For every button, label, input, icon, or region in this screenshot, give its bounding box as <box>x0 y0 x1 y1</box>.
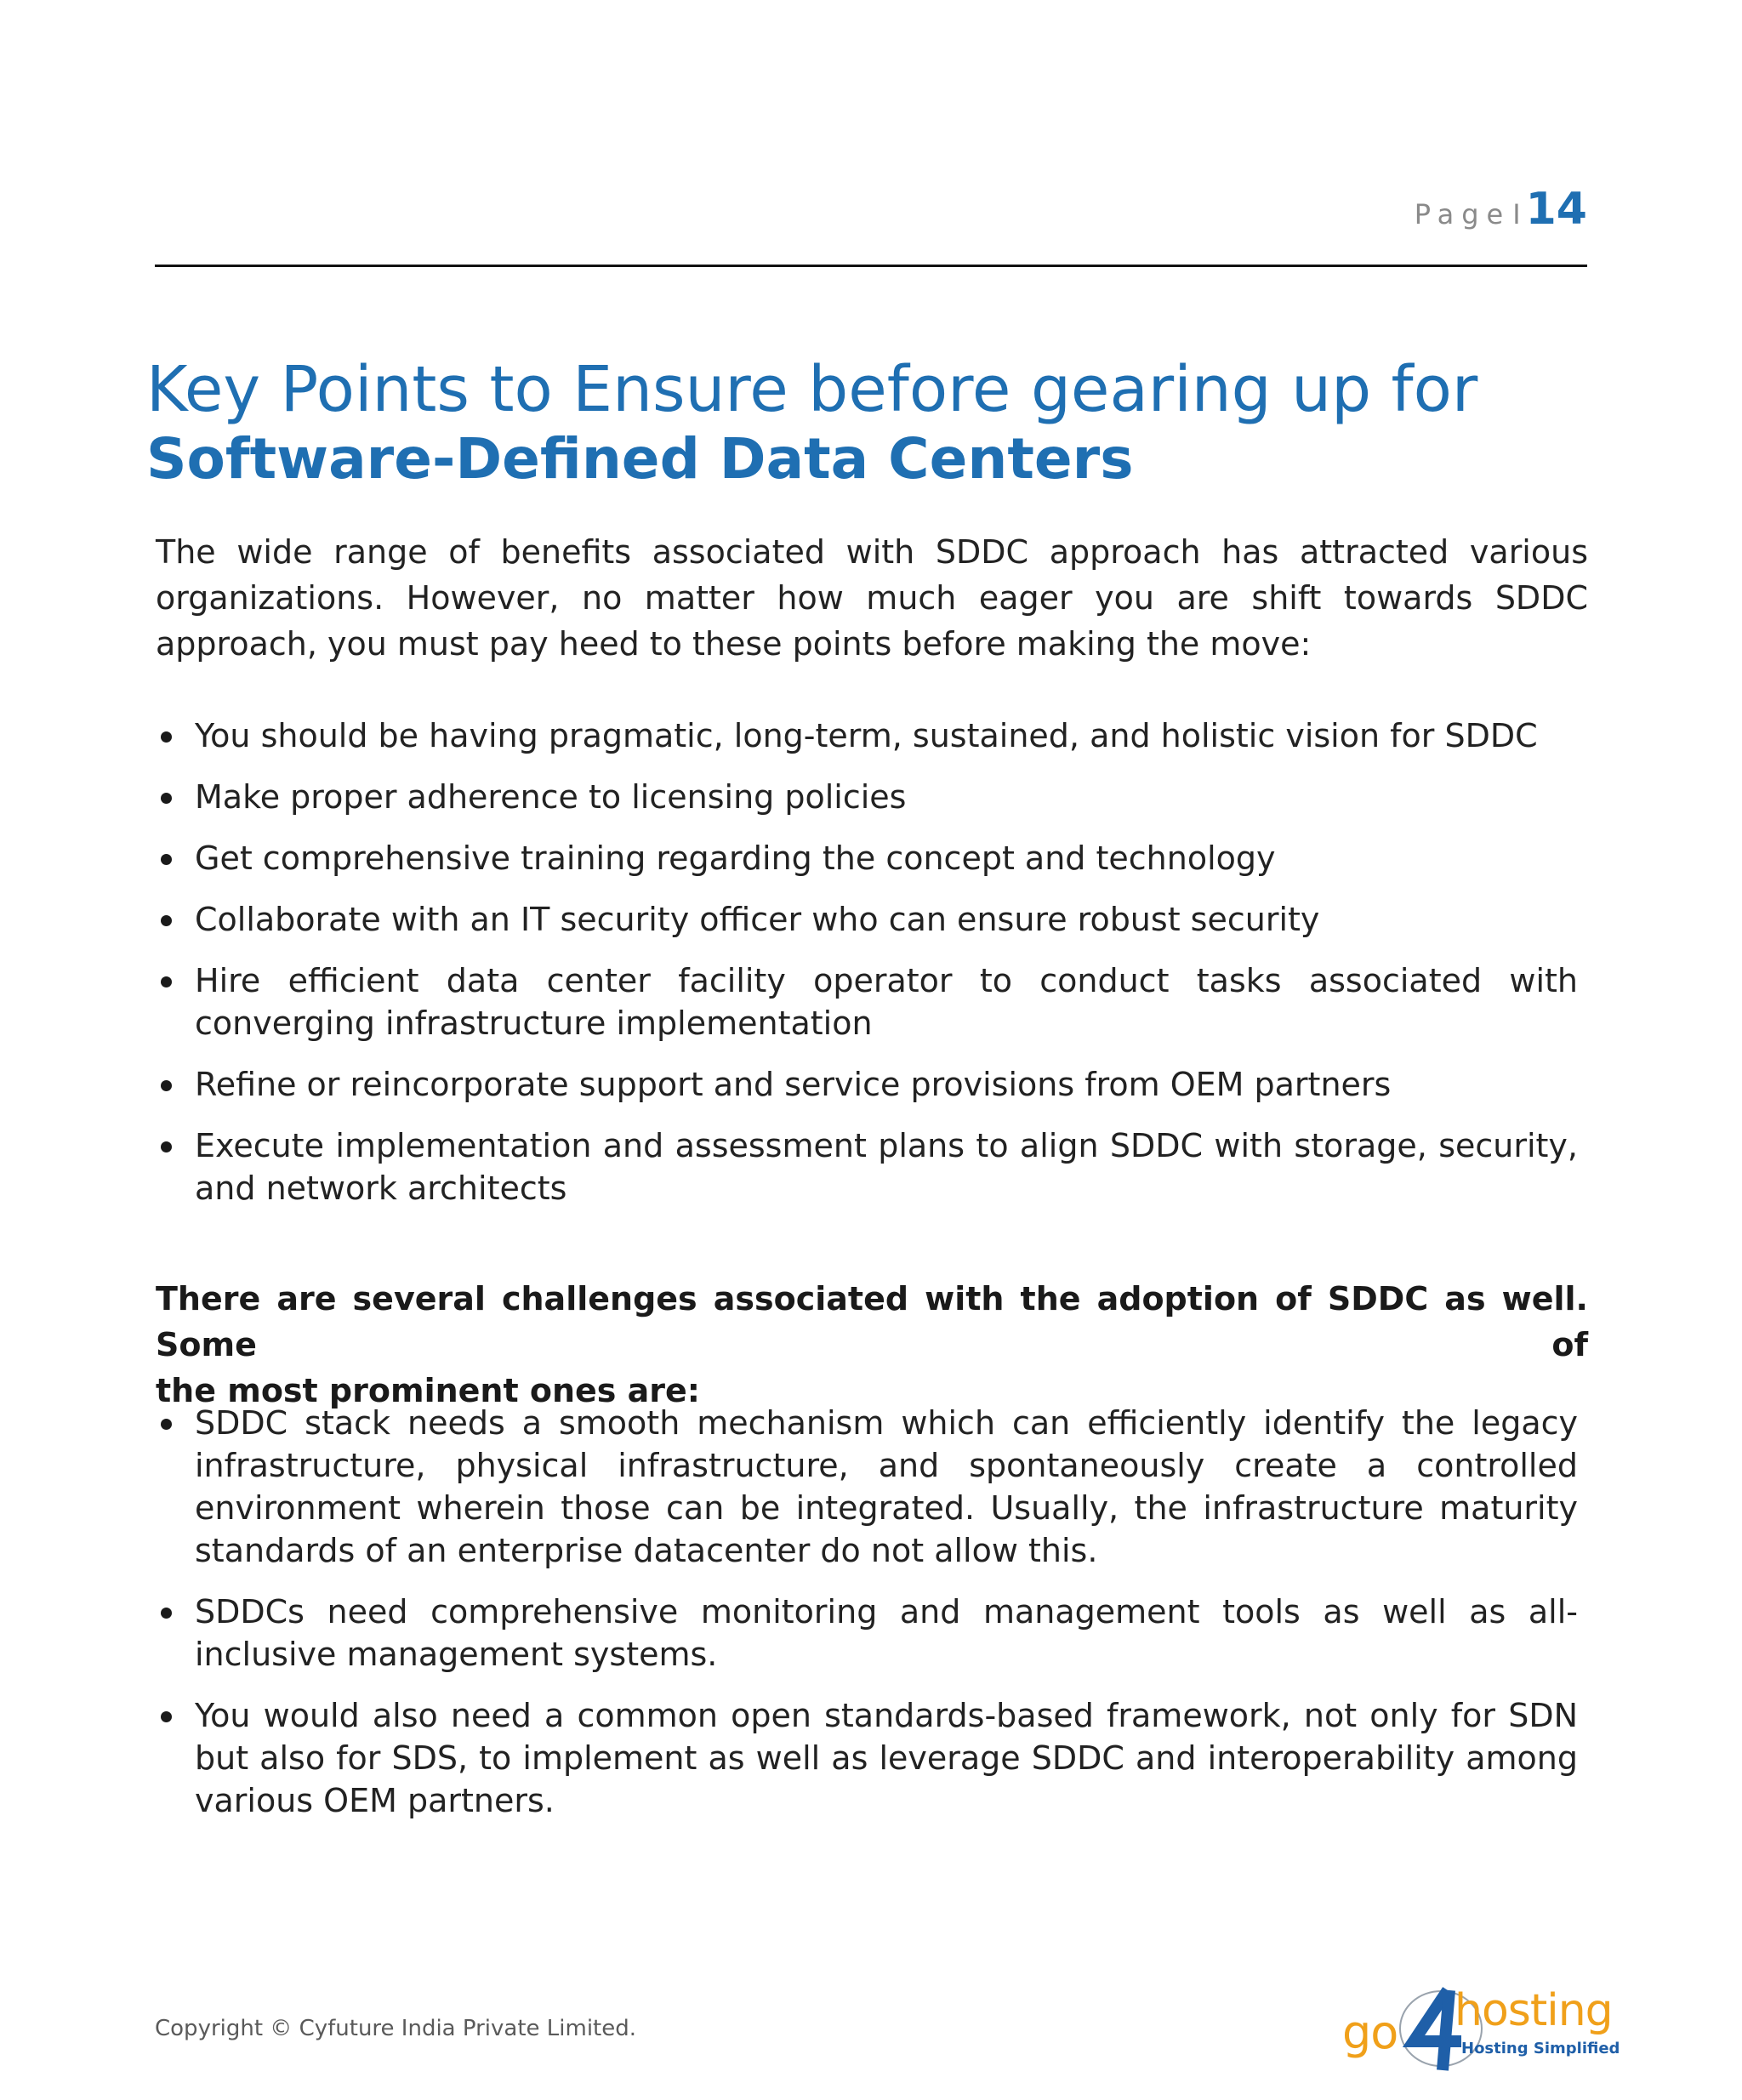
page-number: 14 <box>1525 184 1587 235</box>
list-item <box>156 1124 1578 1209</box>
list-item-text: Execute implementation and assessment plans to align SDDC with storage, security, and network architects <box>195 1127 1578 1207</box>
intro-line-2: organizations. However, no matter how much eager you are shift towards SDDC <box>156 579 1588 617</box>
intro-line-1: The wide range of benefits associated with SDDC approach has attracted various <box>156 533 1588 571</box>
list-item-text: SDDCs need comprehensive monitoring and management tools as well as all-inclusive management systems. <box>195 1593 1578 1673</box>
copyright-notice: Copyright © Cyfuture India Private Limited. <box>155 2016 636 2041</box>
list-item-text: Make proper adherence to licensing policies <box>195 778 907 816</box>
list-item <box>156 1591 1578 1676</box>
bullet-icon <box>161 1608 172 1619</box>
page-number-marker <box>1415 184 1587 235</box>
challenges-list <box>156 1402 1578 1841</box>
bullet-icon <box>161 976 172 987</box>
title-line-1: Key Points to Ensure before gearing up for <box>146 353 1478 426</box>
list-item <box>156 837 1578 879</box>
list-item <box>156 714 1578 757</box>
logo-tagline: Hosting Simplified <box>1461 2040 1620 2057</box>
page-title <box>146 354 1592 493</box>
list-item <box>156 776 1578 818</box>
key-points-list <box>156 714 1578 1228</box>
list-item <box>156 1694 1578 1822</box>
logo-go-text: go <box>1342 2006 1398 2059</box>
list-item <box>156 1402 1578 1572</box>
list-item <box>156 959 1578 1044</box>
page-separator: I <box>1512 198 1521 230</box>
bullet-icon <box>161 1141 172 1152</box>
bullet-icon <box>161 1419 172 1430</box>
go4hosting-logo <box>1342 1982 1620 2075</box>
bullet-icon <box>161 1711 172 1722</box>
title-line-2: Software-Defined Data Centers <box>146 426 1134 492</box>
list-item-text: Get comprehensive training regarding the concept and technology <box>195 839 1276 877</box>
intro-line-3: approach, you must pay heed to these points before making the move: <box>156 625 1312 663</box>
challenges-heading-line-1: There are several challenges associated with the adoption of SDDC as well. Some of <box>156 1280 1588 1363</box>
list-item-text: SDDC stack needs a smooth mechanism which can efficiently identify the legacy infrastructure, physical infrastructure, and spontaneously create a controlled environment wherein those can be integrated. Usually, the infrastructure maturity standards of an enterprise datacenter do not allow this. <box>195 1404 1578 1569</box>
list-item-text: Refine or reincorporate support and service provisions from OEM partners <box>195 1066 1392 1103</box>
intro-paragraph <box>156 529 1588 667</box>
list-item-text: Collaborate with an IT security officer who can ensure robust security <box>195 901 1320 938</box>
bullet-icon <box>161 915 172 926</box>
list-item-text: You would also need a common open standards-based framework, not only for SDN but also for SDS, to implement as well as leverage SDDC and interoperability among various OEM partners. <box>195 1697 1578 1819</box>
bullet-icon <box>161 854 172 865</box>
list-item <box>156 898 1578 941</box>
list-item-text: You should be having pragmatic, long-term, sustained, and holistic vision for SDDC <box>195 717 1538 754</box>
bullet-icon <box>161 1080 172 1091</box>
bullet-icon <box>161 793 172 804</box>
page-label: Page <box>1414 198 1511 230</box>
bullet-icon <box>161 731 172 743</box>
header-divider <box>155 265 1587 267</box>
challenges-heading <box>156 1276 1588 1414</box>
challenges-heading-line-2: the most prominent ones are: <box>156 1372 701 1409</box>
logo-hosting-text: hosting <box>1455 1985 1613 2036</box>
list-item <box>156 1063 1578 1106</box>
list-item-text: Hire efficient data center facility operator to conduct tasks associated with converging infrastructure implementation <box>195 962 1578 1042</box>
